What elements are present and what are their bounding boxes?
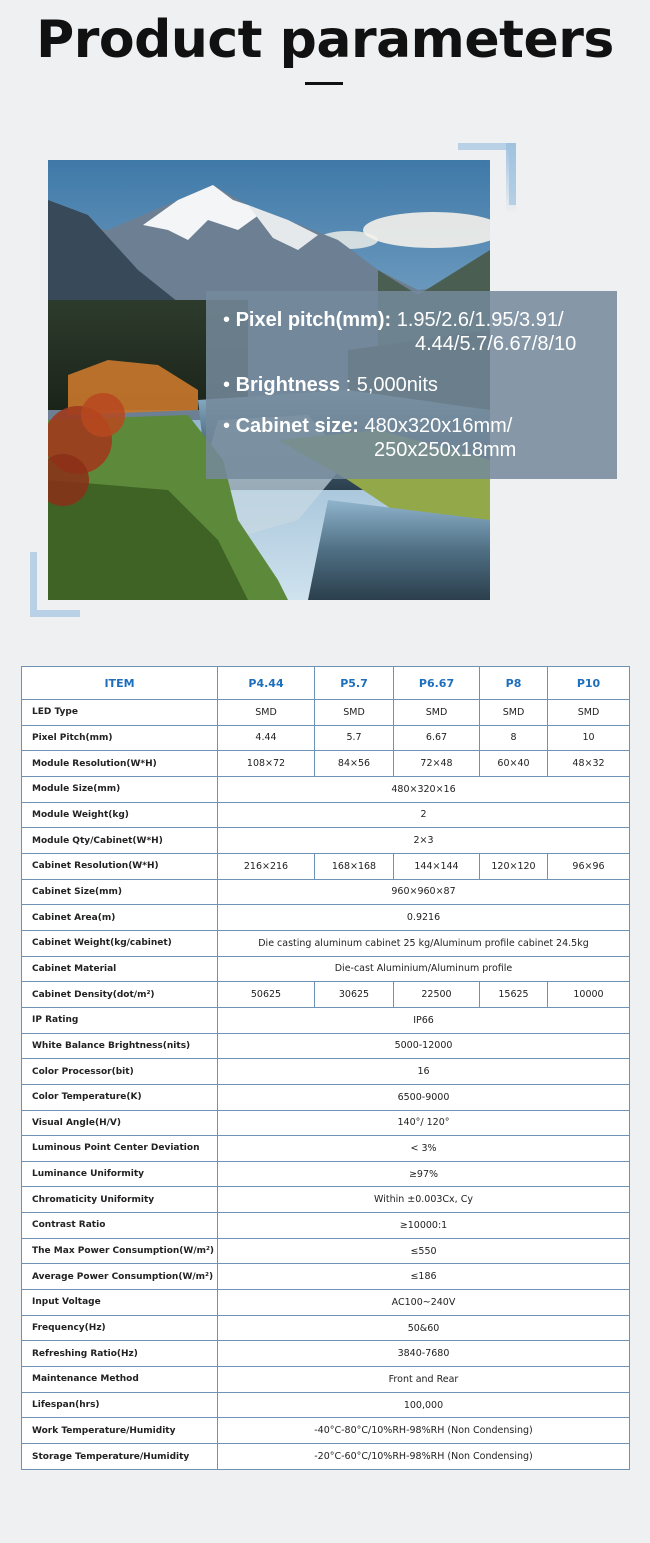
row-value: 120×120 (480, 853, 548, 879)
table-row (22, 1110, 630, 1136)
table-row (22, 1290, 630, 1316)
row-label: Work Temperature/Humidity (22, 1418, 218, 1444)
table-row (22, 1161, 630, 1187)
cabinet-size-value-cont: 250x250x18mm (374, 439, 517, 461)
row-value: 8 (480, 725, 548, 751)
row-label: Module Resolution(W*H) (22, 751, 218, 777)
row-value-merged: 5000-12000 (218, 1033, 630, 1059)
row-value: 72×48 (394, 751, 480, 777)
row-value: 84×56 (315, 751, 394, 777)
row-value-merged: ≥10000:1 (218, 1213, 630, 1239)
bullet: • (223, 415, 231, 437)
row-label: Module Qty/Cabinet(W*H) (22, 828, 218, 854)
title-underline (305, 82, 343, 85)
row-value: 4.44 (218, 725, 315, 751)
highlight-spec-box (206, 291, 617, 479)
row-value-merged: 100,000 (218, 1392, 630, 1418)
row-value-merged: Die casting aluminum cabinet 25 kg/Aluminum profile cabinet 24.5kg (218, 930, 630, 956)
table-body (22, 700, 630, 1470)
row-value-merged: Within ±0.003Cx, Cy (218, 1187, 630, 1213)
row-value-merged: ≤550 (218, 1238, 630, 1264)
row-value: SMD (315, 700, 394, 726)
row-value-merged: 960×960×87 (218, 879, 630, 905)
row-label: Storage Temperature/Humidity (22, 1444, 218, 1470)
row-value: 144×144 (394, 853, 480, 879)
page-title: Product parameters (36, 10, 614, 70)
table-row (22, 1084, 630, 1110)
pixel-pitch-value: 1.95/2.6/1.95/3.91/ (396, 309, 564, 331)
pixel-pitch-line (223, 308, 564, 332)
brightness-value: : 5,000nits (345, 374, 438, 396)
row-label: Visual Angle(H/V) (22, 1110, 218, 1136)
row-value-merged: IP66 (218, 1007, 630, 1033)
header-p6-67: P6.67 (394, 667, 480, 700)
row-value: 48×32 (548, 751, 630, 777)
row-value-merged: 3840-7680 (218, 1341, 630, 1367)
row-label: Cabinet Weight(kg/cabinet) (22, 930, 218, 956)
row-value: 15625 (480, 982, 548, 1008)
row-label: Luminous Point Center Deviation (22, 1136, 218, 1162)
brightness-label: Brightness (235, 374, 341, 396)
table-row (22, 1418, 630, 1444)
table-row (22, 1187, 630, 1213)
row-value-merged: 0.9216 (218, 905, 630, 931)
table-row (22, 879, 630, 905)
bullet: • (223, 309, 231, 331)
table-row (22, 853, 630, 879)
row-value: 10000 (548, 982, 630, 1008)
table-row (22, 828, 630, 854)
row-value-merged: -40°C-80°C/10%RH-98%RH (Non Condensing) (218, 1418, 630, 1444)
row-value-merged: ≤186 (218, 1264, 630, 1290)
row-value: SMD (394, 700, 480, 726)
row-value: 60×40 (480, 751, 548, 777)
row-label: Cabinet Area(m) (22, 905, 218, 931)
row-value: 22500 (394, 982, 480, 1008)
row-label: Contrast Ratio (22, 1213, 218, 1239)
header-item: ITEM (22, 667, 218, 700)
row-value-merged: -20°C-60°C/10%RH-98%RH (Non Condensing) (218, 1444, 630, 1470)
row-label: Module Weight(kg) (22, 802, 218, 828)
table-row (22, 1392, 630, 1418)
table-row (22, 1136, 630, 1162)
header-p10: P10 (548, 667, 630, 700)
row-label: Frequency(Hz) (22, 1315, 218, 1341)
table-row (22, 905, 630, 931)
row-label: The Max Power Consumption(W/m²) (22, 1238, 218, 1264)
cabinet-size-value: 480x320x16mm/ (364, 415, 513, 437)
row-value: 96×96 (548, 853, 630, 879)
row-value-merged: 480×320×16 (218, 776, 630, 802)
row-value-merged: 16 (218, 1059, 630, 1085)
row-label: Cabinet Density(dot/m²) (22, 982, 218, 1008)
row-value: 50625 (218, 982, 315, 1008)
header-p8: P8 (480, 667, 548, 700)
row-label: Chromaticity Uniformity (22, 1187, 218, 1213)
row-label: Module Size(mm) (22, 776, 218, 802)
table-row (22, 1341, 630, 1367)
table-row (22, 1213, 630, 1239)
row-value-merged: < 3% (218, 1136, 630, 1162)
table-row (22, 751, 630, 777)
row-value-merged: 2 (218, 802, 630, 828)
row-value: 5.7 (315, 725, 394, 751)
row-value-merged: 140°/ 120° (218, 1110, 630, 1136)
row-value: 6.67 (394, 725, 480, 751)
bullet: • (223, 374, 231, 396)
row-label: Color Processor(bit) (22, 1059, 218, 1085)
cabinet-size-line (223, 414, 512, 438)
table-row (22, 776, 630, 802)
row-value: 10 (548, 725, 630, 751)
table-row (22, 1033, 630, 1059)
pixel-pitch-value-cont: 4.44/5.7/6.67/8/10 (415, 333, 577, 355)
row-value-merged: AC100~240V (218, 1290, 630, 1316)
header-p4-44: P4.44 (218, 667, 315, 700)
row-value: 108×72 (218, 751, 315, 777)
table-row (22, 1315, 630, 1341)
row-label: Lifespan(hrs) (22, 1392, 218, 1418)
row-label: Refreshing Ratio(Hz) (22, 1341, 218, 1367)
cabinet-size-label: Cabinet size: (235, 415, 359, 437)
parameters-table (21, 666, 630, 1470)
row-value-merged: 2×3 (218, 828, 630, 854)
table-row (22, 1007, 630, 1033)
row-label: Average Power Consumption(W/m²) (22, 1264, 218, 1290)
pixel-pitch-label: Pixel pitch(mm): (235, 309, 392, 331)
table-header-row (22, 667, 630, 700)
row-value: 168×168 (315, 853, 394, 879)
row-value-merged: 50&60 (218, 1315, 630, 1341)
row-label: Pixel Pitch(mm) (22, 725, 218, 751)
row-label: Cabinet Material (22, 956, 218, 982)
table-row (22, 1444, 630, 1470)
table-row (22, 725, 630, 751)
row-label: Luminance Uniformity (22, 1161, 218, 1187)
row-value-merged: Die-cast Aluminium/Aluminum profile (218, 956, 630, 982)
table-row (22, 982, 630, 1008)
row-value-merged: Front and Rear (218, 1367, 630, 1393)
table-row (22, 700, 630, 726)
row-value: SMD (218, 700, 315, 726)
table-row (22, 930, 630, 956)
header-p5-7: P5.7 (315, 667, 394, 700)
row-label: Color Temperature(K) (22, 1084, 218, 1110)
row-label: White Balance Brightness(nits) (22, 1033, 218, 1059)
table-row (22, 1059, 630, 1085)
row-value-merged: 6500-9000 (218, 1084, 630, 1110)
row-value: 30625 (315, 982, 394, 1008)
row-value: SMD (480, 700, 548, 726)
table-row (22, 1367, 630, 1393)
row-label: Cabinet Resolution(W*H) (22, 853, 218, 879)
table-row (22, 802, 630, 828)
row-label: LED Type (22, 700, 218, 726)
table-row (22, 956, 630, 982)
row-value-merged: ≥97% (218, 1161, 630, 1187)
table-row (22, 1264, 630, 1290)
brightness-line (223, 373, 438, 397)
row-value: SMD (548, 700, 630, 726)
table-row (22, 1238, 630, 1264)
row-label: Maintenance Method (22, 1367, 218, 1393)
row-label: Cabinet Size(mm) (22, 879, 218, 905)
row-value: 216×216 (218, 853, 315, 879)
row-label: Input Voltage (22, 1290, 218, 1316)
row-label: IP Rating (22, 1007, 218, 1033)
